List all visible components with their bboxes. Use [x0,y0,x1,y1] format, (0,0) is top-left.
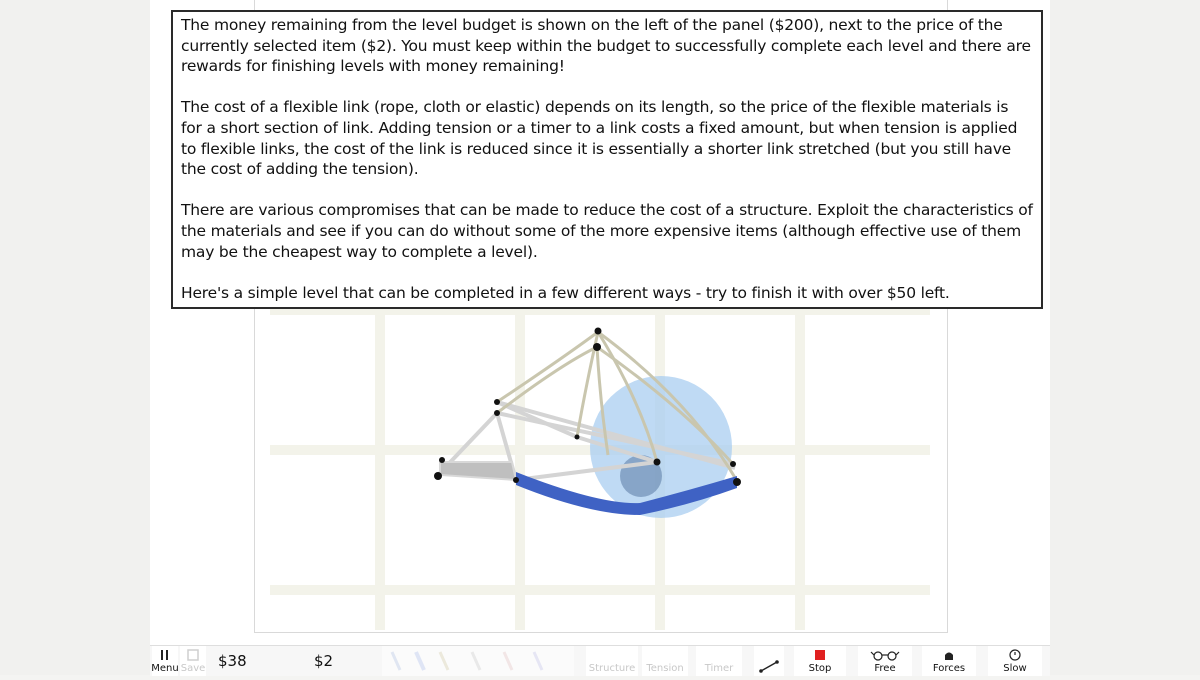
link-tool-icon [759,659,779,673]
tutorial-paragraph: The money remaining from the level budget is shown on the left of the panel ($200), next to the price of the currently selected item ($2). You must keep within the budget to successfully complete each level and there are rewards for finishing levels with money remaining! [181,16,1031,76]
link-tool-button[interactable] [754,646,784,676]
menu-label: Menu [151,663,179,674]
base-plate [440,462,516,480]
bottom-toolbar [150,645,1050,676]
free-label: Free [874,663,896,674]
glasses-icon [870,649,900,662]
structure-button[interactable] [586,646,638,676]
tutorial-paragraph: Here's a simple level that can be completed in a few different ways - try to finish it with over $50 left. [181,283,950,302]
tutorial-paragraph: The cost of a flexible link (rope, cloth or elastic) depends on its length, so the price of the flexible materials is for a short section of link. Adding tension or a timer to a link costs a fixed amount, but when tension is applied to flexible links, the cost of the link is reduced since it is essentially a shorter link stretched (but you still have the cost of adding the tension). [181,98,1018,179]
save-button[interactable] [180,646,206,676]
stop-icon [813,649,827,662]
timer-button[interactable] [696,646,742,676]
menu-icon [158,649,172,662]
slow-label: Slow [1003,663,1027,674]
money-remaining: $38 [218,652,247,670]
tutorial-panel [171,10,1043,309]
stop-button[interactable] [794,646,846,676]
tutorial-paragraph: There are various compromises that can be made to reduce the cost of a structure. Exploit the characteristics of the materials and see if you can do without some of the more expensive items (although effective use of them may be the cheapest way to complete a level). [181,201,1033,261]
free-button[interactable] [858,646,912,676]
structure-label: Structure [588,663,636,674]
timer-label: Timer [704,663,734,674]
forces-button[interactable] [922,646,976,676]
forces-icon [942,649,956,662]
tension-label: Tension [646,663,684,674]
forces-label: Forces [932,663,966,674]
save-icon [186,649,200,662]
save-label: Save [180,663,206,674]
material-palette[interactable] [382,646,574,676]
stop-label: Stop [808,663,832,674]
item-price: $2 [314,652,334,670]
slow-icon [1008,649,1022,662]
material-swatches [382,646,574,676]
tension-button[interactable] [642,646,688,676]
slow-button[interactable] [988,646,1042,676]
menu-button[interactable] [152,646,178,676]
